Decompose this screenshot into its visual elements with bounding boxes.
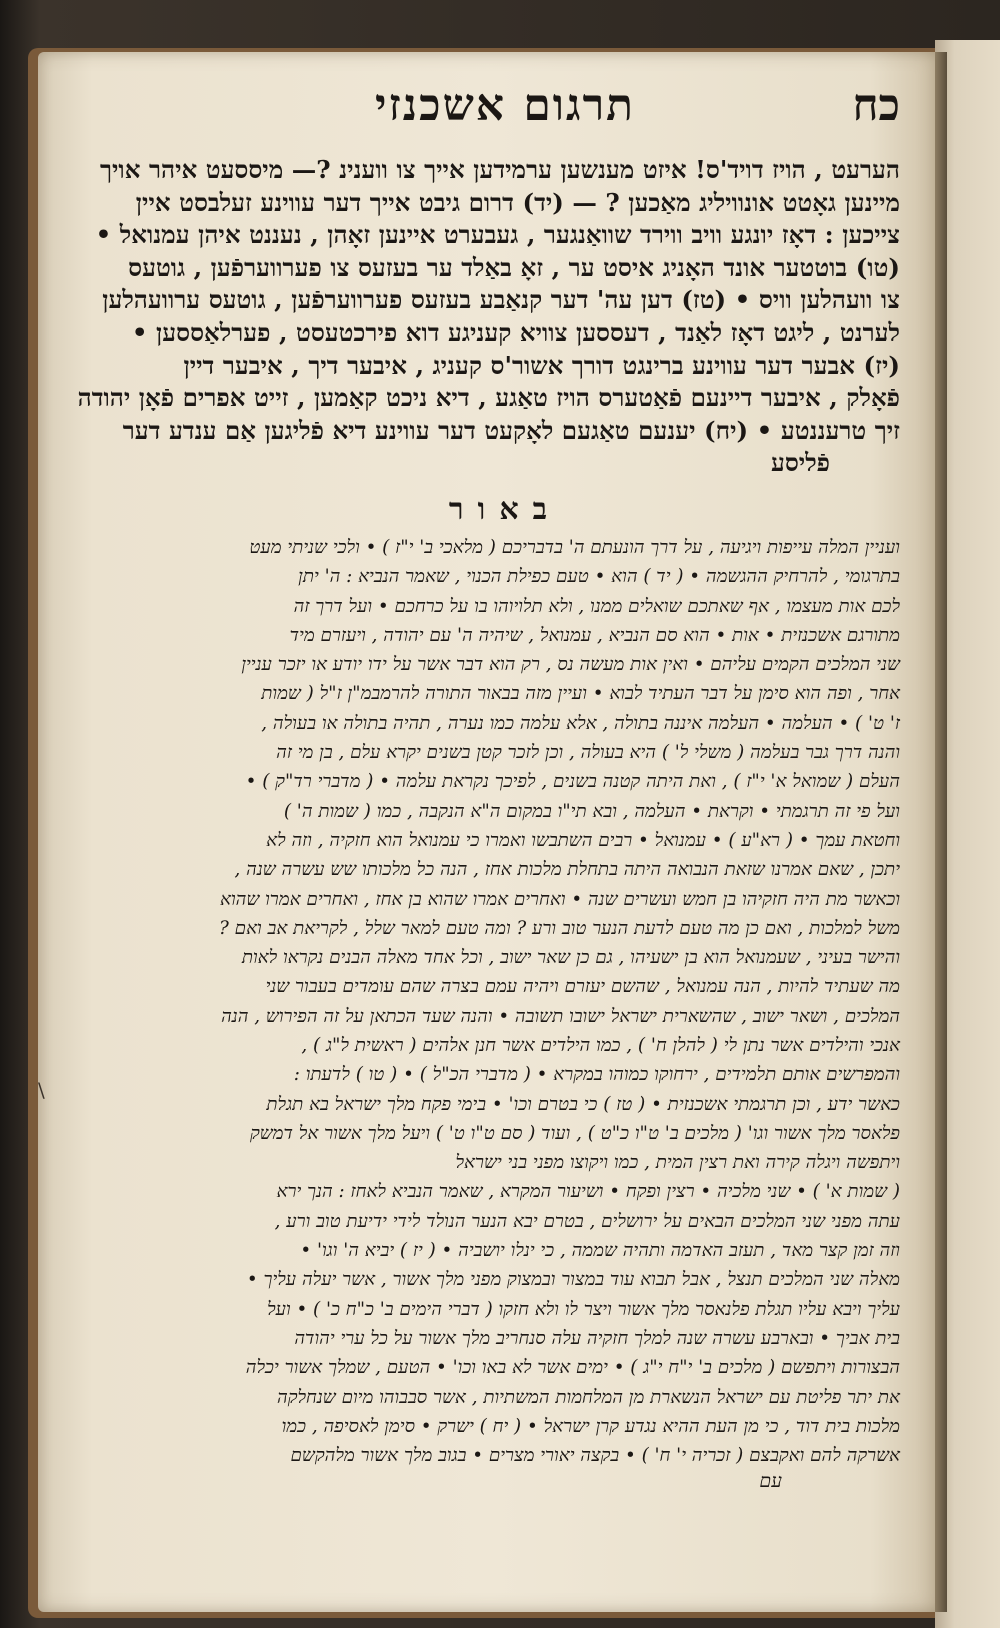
commentary-line: אשרקה להם ואקבצם ( זכריה י' ח' ) • בקצה יאורי מצרים • בגוב מלך אשור מלהקשם: [290, 1445, 900, 1467]
commentary-line: ועל פי זה תרגמתי • וקראת • העלמה , ובא תי"ו במקום ה"א הנקבה , כמו ( שמות ה' ): [283, 800, 900, 822]
commentary-line: ועניין המלה עייפות ויגיעה , על דרך הונעתם ה' בדבריכם ( מלאכי ב' י"ז ) • ולכי שניתי מעט: [249, 536, 900, 558]
commentary-line: והישר בעיני , שעמנואל הוא בן ישעיהו , גם כן שאר ישוב , וכל אחד מאלה הבנים נקראו לאות: [241, 947, 900, 969]
commentary-line: והנה דרך גבר בעלמה ( משלי ל' ) היא בעולה , וכן לזכר קטן בשנים יקרא עלם , בן מי זה: [276, 742, 900, 764]
translation-line: (טו) בוטטער אונד האָניג איסט ער , זאָ באַלד ער בעזעס צו פערווערפֿען , גוטעס: [128, 252, 900, 282]
translation-line: זיך טרעננטע • (יח) יענעם טאַגעם לאָקעט דער עווינע דיא פֿליגען אַם ענדע דער: [122, 415, 900, 445]
commentary-line: פלאסר מלך אשור וגו' ( מלכים ב' ט"ו כ"ט ) , ועוד ( סם ט"ו ט' ) ויעל מלך אשור אל דמשק: [249, 1122, 900, 1144]
commentary-line: מתורגם אשכנזית • אות • הוא סם הנביא , עמנואל , שיהיה ה' עם יהודה , ויעזרם מיד: [289, 624, 900, 646]
commentary-line: ויתפשה ויגלה קירה ואת רצין המית , כמו ויקוצו מפני בני ישראל: [455, 1152, 900, 1174]
translation-line: צו וועהלען וויס • (טז) דען עה' דער קנאַבע בעזעס פערווערפֿען , גוטעס ערוועהלען: [102, 285, 900, 315]
commentary-line: עליך ויבא עליו תגלת פלנאסר מלך אשור ויצר לו ולא חזקו ( דברי הימים ב' כ"ח כ' ) • ועל: [267, 1298, 900, 1320]
commentary-line: והמפרשים אותם תלמידים , ירחוקו כמוהו במקרא • ( מדברי הכ"ל ) • ( טו ) לדעתו :: [293, 1064, 900, 1086]
commentary-line: יתכן , שאם אמרנו שזאת הנבואה היתה בתחלת מלכות אחז , הנה כל מלכותו שש עשרה שנה ,: [234, 859, 900, 881]
commentary-line: הבצורות ויתפשם ( מלכים ב' י"ח י"ג ) • ימים אשר לא באו וכו' • הטעם , שמלך אשור יכלה: [245, 1357, 900, 1379]
folio-number: כח: [852, 80, 900, 131]
translation-line: (יז) אבער דער עווינע ברינגט דורך אשור'ס קעניג , איבער דיך , איבער דיין: [183, 350, 900, 380]
commentary-line: מה שעתיד להיות , הנה עמנואל , שהשם יעזרם ויהיה עמם בצרה שהם עומדים בעבור שני: [265, 976, 900, 998]
translation-line: מיינען גאָטט אונוויליג מאַכען ? — (יד) דרום גיבט אייך דער עווינע זעלבסט איין: [135, 187, 900, 217]
page-gutter: [935, 52, 947, 1612]
commentary-line: אנכי והילדים אשר נתן לי ( להלן ח' ) , כמו הילדים אשר חנן אלהים ( ראשית ל"ג ) ,: [301, 1034, 900, 1056]
commentary-line: וזה זמן קצר מאד , תעזב האדמה ותהיה שממה , כי ינלו יושביה • ( יז ) יביא ה' וגו' •: [300, 1240, 900, 1262]
running-title: תרגום אשכנזי: [374, 80, 636, 131]
catchword: עם: [759, 1470, 782, 1493]
commentary-line: ז' ט' ) • העלמה • העלמה איננה בתולה , אלא עלמה כמו נערה , תהיה בתולה או בעולה ,: [261, 712, 900, 734]
commentary-line: וחטאת עמך • ( רא"ע ) • עמנואל • רבים השתבשו ואמרו כי עמנואל הוא חזקיה , וזה לא: [266, 829, 900, 851]
commentary-text: [110, 533, 900, 1471]
commentary-line: מאלה שני המלכים תנצל , אבל תבוא עוד במצור ובמצוק מפני מלך אשור , אשר יעלה עליך •: [246, 1269, 900, 1291]
commentary-line: בתרגומי , להרחיק ההגשמה • ( יד ) הוא • טעם כפילת הכנוי , שאמר הנביא : ה' יתן: [298, 566, 900, 588]
commentary-line: כאשר ידע , וכן תרגמתי אשכנזית • ( טז ) כי בטרם וכו' • בימי פקח מלך ישראל בא תגלת: [266, 1093, 900, 1115]
commentary-line: את יתר פליטת עם ישראל הנשארת מן המלחמות המשתיות , אשר סבבוהו מיום שנחלקה: [277, 1386, 900, 1408]
translation-text: [77, 154, 900, 480]
section-title-biur: באור: [448, 491, 562, 527]
commentary-line: עתה מפני שני המלכים הבאים על ירושלים , בטרם יבא הנער הנולד לידי ידיעת טוב ורע ,: [274, 1210, 900, 1232]
translation-line: פֿאָלק , איבער דיינעם פֿאַטערס הויז טאַגע , דיא ניכט קאַמען , זייט אפרים פֿאָן יהודה: [77, 383, 900, 413]
margin-mark: \: [38, 1078, 45, 1102]
commentary-line: מלכות בית דוד , כי מן העת ההיא נגדע קרן ישראל • ( יח ) ישרק • סימן לאסיפה , כמו: [281, 1415, 900, 1437]
commentary-line: וכאשר מת היה חזקיהו בן חמש ועשרים שנה • ואחרים אמרו שהוא בן אחז , ואחרים אמרו שהוא: [220, 888, 900, 910]
page-header: [110, 80, 900, 154]
commentary-line: משל למלכות , ואם כן מה טעם לדעת הנער טוב ורע ? ומה טעם למאר שלל , לקריאת אב ואם ?: [219, 917, 900, 939]
commentary-line: לכם אות מעצמו , אף שאתכם שואלים ממנו , ולא תלויוהו בו על כרחכם • ועל דרך זה: [293, 595, 900, 617]
page-content: [77, 80, 900, 1493]
translation-line-last: פֿליסע: [770, 448, 830, 478]
translation-line: ציי‌כען : דאָז יונגע וויב ווירד שוואַנגער , געבערט איינען זאָהן , נעננט איהן עמנואל •: [95, 220, 900, 250]
commentary-line: שני המלכים הקמים עליהם • ואין אות מעשה נס , רק הוא דבר אשר על ידו יודע או יזכר עניין: [241, 654, 900, 676]
translation-line: הערעט , הויז דויד'ס! איזט מענשען ערמידען אייך צו ווענינ ?— מיססעט איהר אויך: [99, 155, 900, 184]
translation-line: לערנט , ליגט דאָז לאַנד , דעססען צוויא קעניגע דוא פירכטעסט , פערלאַססען •: [131, 317, 900, 347]
commentary-line: בית אביך • ובארבע עשרה שנה למלך חזקיה עלה סנחריב מלך אשור על כל ערי יהודה: [294, 1327, 900, 1349]
commentary-line: אחר , ופה הוא סימן על דבר העתיד לבוא • ועיין מזה בבאור התורה להרמבמ"ן ז"ל ( שמות: [261, 683, 900, 705]
commentary-line: העלם ( שמואל א' י"ז ) , ואת היתה קטנה בשנים , לפיכך נקראת עלמה • ( מדברי רד"ק ) •: [245, 771, 900, 793]
commentary-line: המלכים , ושאר ישוב , שהשארית ישראל ישובו תשובה • והנה שעד הכתאן על זה הפירוש , הנה: [221, 1005, 900, 1027]
commentary-line: ( שמות א' ) • שני מלכיה • רצין ופקח • ושיעור המקרא , שאמר הנביא לאחז : הנך ירא: [276, 1181, 900, 1203]
